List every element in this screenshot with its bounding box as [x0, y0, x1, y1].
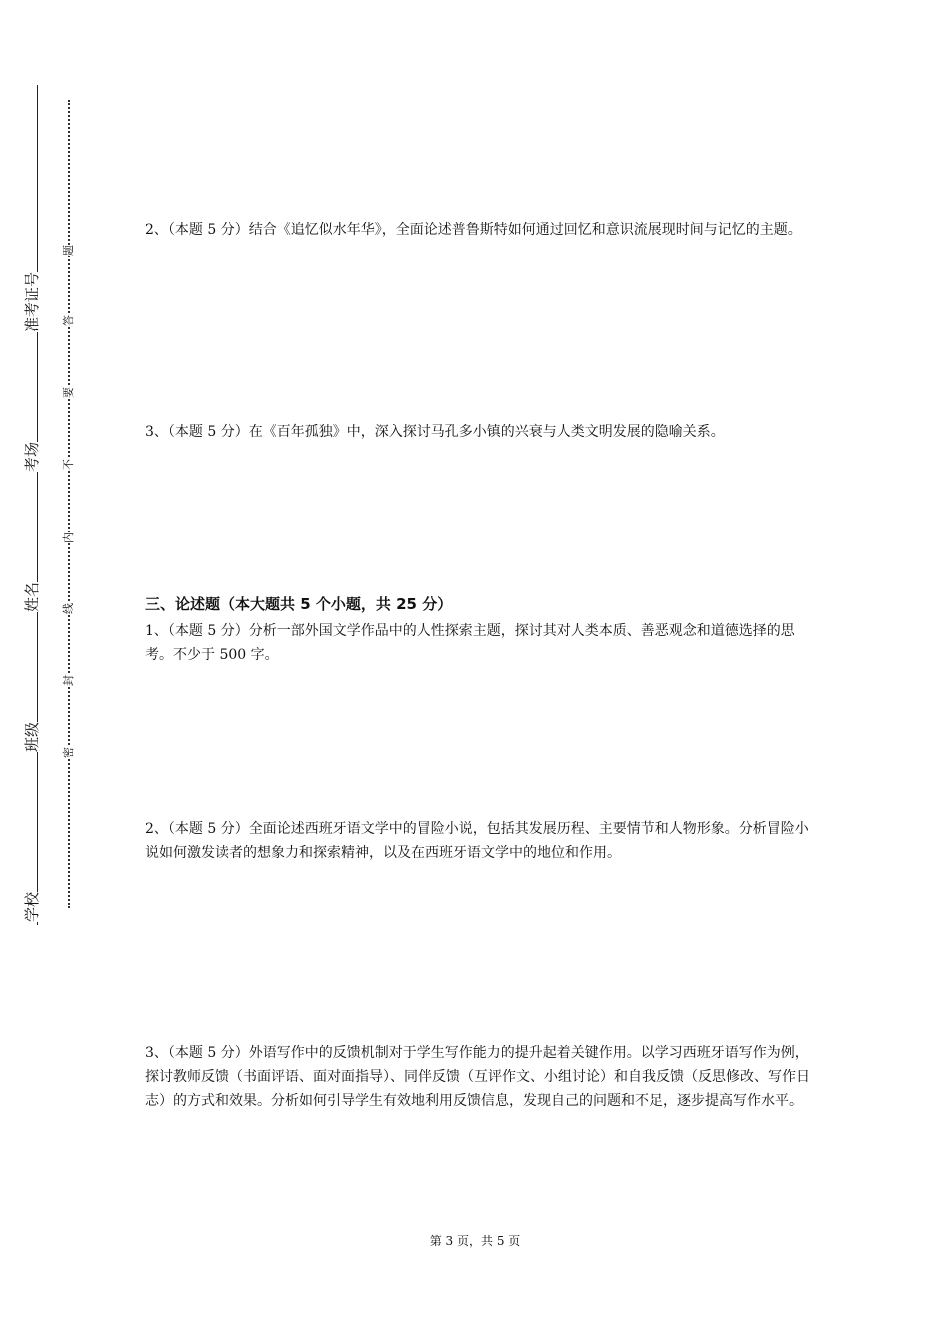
seal-char: 题	[62, 245, 75, 256]
page-footer: 第 3 页，共 5 页	[429, 1234, 521, 1248]
question-3-2: 2、（本题 5 分）全面论述西班牙语文学中的冒险小说，包括其发展历程、主要情节和人物形象。分析冒险小说如何激发读者的想象力和探索精神，以及在西班牙语文学中的地位和作用。	[145, 821, 809, 861]
label-class: 班级	[23, 721, 41, 752]
question-2-2: 2、（本题 5 分）结合《追忆似水年华》，全面论述普鲁斯特如何通过回忆和意识流展现时间与记忆的主题。	[145, 222, 802, 238]
question-2-3: 3、（本题 5 分）在《百年孤独》中，深入探讨马孔多小镇的兴衰与人类文明发展的隐喻关系。	[145, 424, 725, 440]
seal-char: 封	[62, 675, 75, 686]
label-exam-id: 准考证号	[23, 271, 41, 332]
question-3-3: 3、（本题 5 分）外语写作中的反馈机制对于学生写作能力的提升起着关键作用。以学习西班牙语写作为例，探讨教师反馈（书面评语、面对面指导）、同伴反馈（互评作文、小组讨论）和自我反馈（反思修改、写作日志）的方式和效果。分析如何引导学生有效地利用反馈信息，发现自己的问题和不足，逐步提高写作水平。	[145, 1045, 810, 1109]
seal-char: 不	[62, 459, 75, 470]
label-exam-room: 考场	[23, 441, 41, 472]
binding-solid-line	[37, 85, 38, 925]
seal-char: 要	[62, 387, 75, 398]
section-title: 三、论述题（本大题共 5 个小题，共 25 分）	[145, 595, 453, 613]
binding-dotted-line	[68, 100, 70, 908]
label-name: 姓名	[23, 581, 41, 612]
seal-char: 答	[62, 315, 75, 326]
question-3-1: 1、（本题 5 分）分析一部外国文学作品中的人性探索主题，探讨其对人类本质、善恶观念和道德选择的思考。不少于 500 字。	[145, 623, 795, 663]
seal-char: 密	[62, 747, 75, 758]
seal-char: 内	[62, 532, 75, 543]
seal-char: 线	[62, 603, 75, 614]
label-school: 学校	[23, 891, 41, 922]
